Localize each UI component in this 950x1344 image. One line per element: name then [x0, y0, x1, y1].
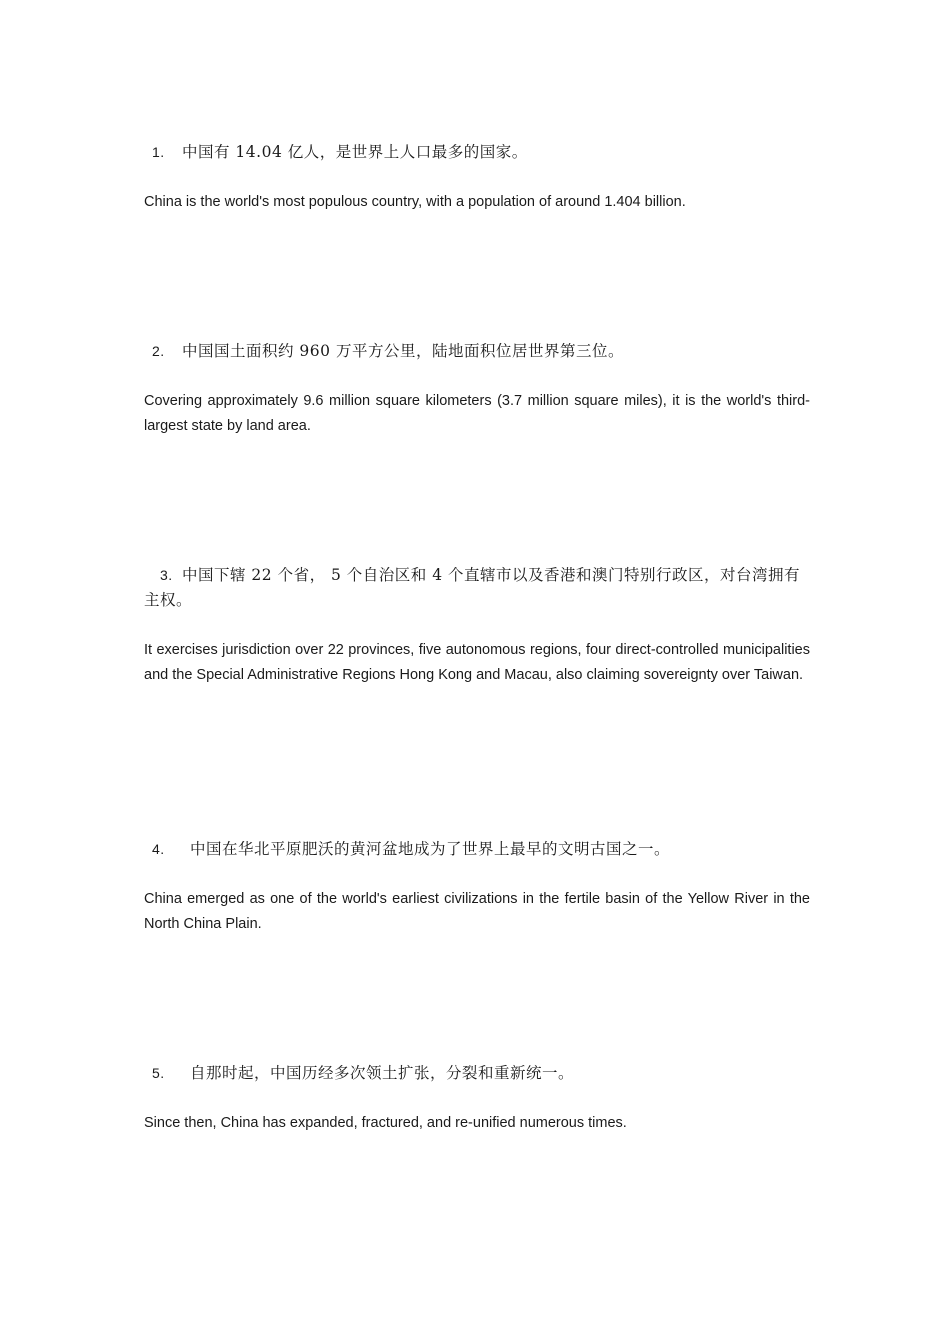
sentence-item-1	[144, 140, 810, 215]
item-number: 2.	[152, 343, 165, 359]
english-sentence: China emerged as one of the world's earliest civilizations in the fertile basin of the Yellow River in the North China Plain.	[144, 891, 810, 932]
english-sentence: Since then, China has expanded, fractured, and re-unified numerous times.	[144, 1115, 627, 1131]
item-number: 1.	[152, 144, 165, 160]
sentence-item-3	[144, 563, 810, 688]
sentence-item-4	[144, 837, 810, 937]
chinese-text: 自那时起，中国历经多次领土扩张，分裂和重新统一。	[190, 1064, 575, 1082]
chinese-text: 中国在华北平原肥沃的黄河盆地成为了世界上最早的文明古国之一。	[190, 840, 671, 858]
chinese-text: 中国有 14.04 亿人，是世界上人口最多的国家。	[182, 143, 528, 161]
chinese-sentence	[144, 140, 810, 165]
chinese-sentence	[144, 563, 810, 613]
english-sentence: Covering approximately 9.6 million square kilometers (3.7 million square miles), it is the world's third-largest state by land area.	[144, 393, 810, 434]
chinese-sentence	[144, 339, 810, 364]
item-number: 3.	[160, 567, 173, 583]
item-number: 4.	[152, 841, 165, 857]
sentence-item-2	[144, 339, 810, 439]
chinese-sentence	[144, 1061, 810, 1086]
english-sentence: It exercises jurisdiction over 22 provinces, five autonomous regions, four direct-controlled municipalities and the Special Administrative Regions Hong Kong and Macau, also claiming sovereignty over Taiwan.	[144, 642, 810, 683]
english-sentence: China is the world's most populous country, with a population of around 1.404 billion.	[144, 194, 686, 210]
sentence-item-5	[144, 1061, 810, 1136]
chinese-sentence	[144, 837, 810, 862]
chinese-text: 中国国土面积约 960 万平方公里，陆地面积位居世界第三位。	[182, 342, 624, 360]
chinese-text: 中国下辖 22 个省， 5 个自治区和 4 个直辖市以及香港和澳门特别行政区，对台湾拥有主权。	[144, 566, 801, 609]
item-number: 5.	[152, 1065, 165, 1081]
